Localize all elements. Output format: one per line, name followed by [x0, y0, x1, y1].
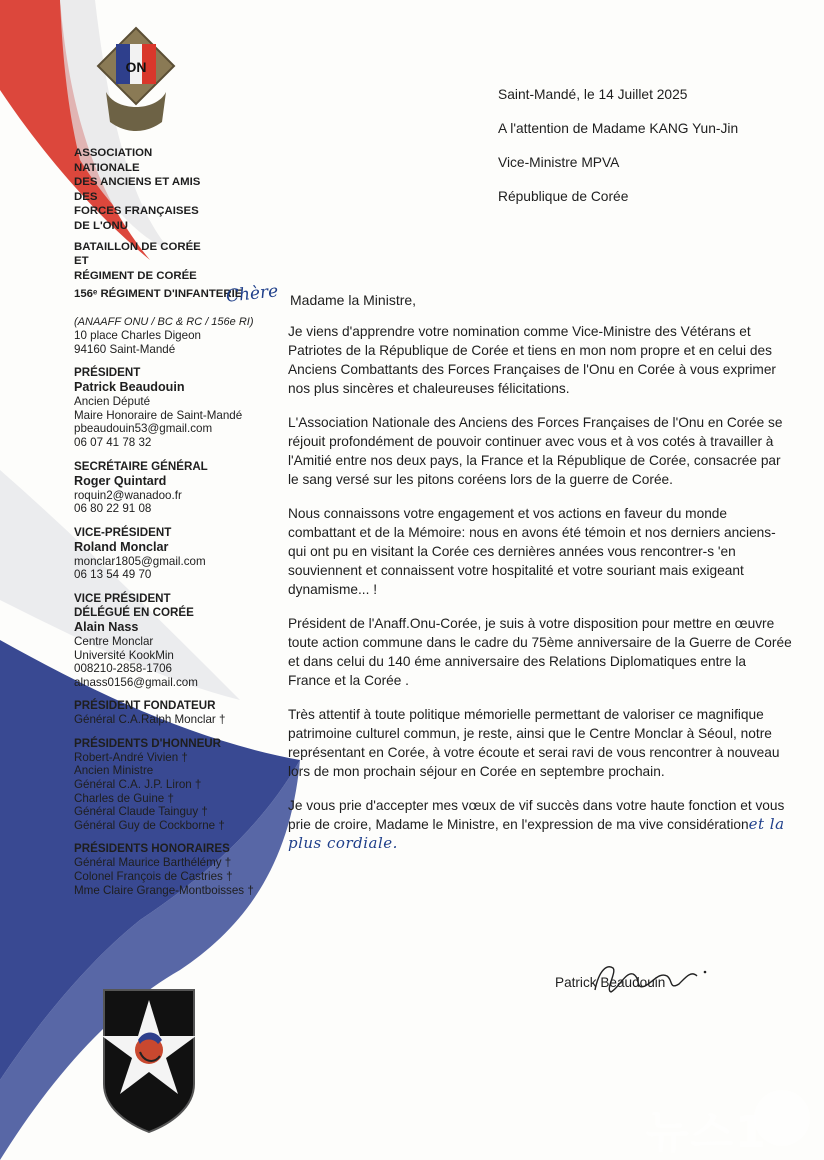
role-entry [74, 592, 294, 689]
battalion-line: RÉGIMENT DE CORÉE [74, 269, 197, 282]
org-line: NATIONALE [74, 161, 140, 174]
role-detail: Général Maurice Barthélémy † [74, 856, 232, 870]
role-detail: Colonel François de Castries † [74, 870, 233, 884]
indian-head-star-insignia-icon [100, 986, 198, 1134]
battalion-name [74, 240, 294, 284]
organization-name [74, 146, 294, 234]
watermark-text: 뉴스1 [646, 1107, 768, 1158]
role-entry [74, 526, 294, 582]
paragraph: Je viens d'apprendre votre nomination comme Vice-Ministre des Vétérans et Patriotes de la République de Corée et tiens en mon nom propre et en celui des Anciens Combattants des Forces Françaises de l'Onu en Corée à vous exprimer nos plus sincères et chaleureuses félicitations. [288, 324, 776, 396]
role-detail: Charles de Guine † [74, 791, 174, 805]
paragraph: Nous connaissons votre engagement et vos actions en faveur du monde combattant et de la Mémoire: nous en avons été témoin et nos derniers anciens-qui ont pu en visitant la Corée ces dernières années vous rencontrer-s 'en souviennent et connaissent votre hospitalité et votre souriant mais exigeant dynamisme... ! [288, 506, 776, 597]
role-title: PRÉSIDENTS D'HONNEUR [74, 736, 222, 750]
handwritten-salutation: Chère [225, 281, 280, 307]
role-title: VICE-PRÉSIDENT [74, 525, 172, 539]
org-line: DE L'ONU [74, 219, 128, 232]
role-detail: Général C.A.Ralph Monclar † [74, 713, 226, 727]
role-title: SECRÉTAIRE GÉNÉRAL [74, 459, 208, 473]
role-detail: Ancien Député [74, 395, 151, 409]
role-entry [74, 460, 294, 516]
place-date: Saint-Mandé, le 14 Juillet 2025 [498, 87, 688, 102]
org-line: ASSOCIATION [74, 147, 153, 159]
role-entry [74, 737, 294, 833]
address-line: 94160 Saint-Mandé [74, 342, 176, 356]
role-person-name: Alain Nass [74, 619, 139, 634]
org-line: DES ANCIENS ET AMIS [74, 176, 201, 189]
role-title: DÉLÉGUÉ EN CORÉE [74, 605, 194, 619]
battalion-line: BATAILLON DE CORÉE [74, 240, 201, 253]
crest-icon [86, 22, 186, 142]
role-detail: Robert-André Vivien † [74, 750, 188, 764]
role-entry [74, 699, 294, 727]
role-detail: Université KookMin [74, 648, 174, 662]
closing-text: Je vous prie d'accepter mes vœux de vif succès dans votre haute fonction et vous prie de croire, Madame le Ministre, en l'expression de ma vive considération [288, 798, 785, 832]
crest-letters: ON [125, 59, 147, 75]
role-detail: Général C.A. J.P. Liron † [74, 778, 202, 792]
role-detail: Centre Monclar [74, 634, 154, 648]
roles-list [74, 366, 294, 897]
battalion-line: ET [74, 255, 89, 268]
role-detail: pbeaudouin53@gmail.com [74, 422, 213, 436]
role-detail: 06 07 41 78 32 [74, 435, 152, 449]
role-detail: Général Guy de Cockborne † [74, 818, 225, 832]
role-detail: roquin2@wanadoo.fr [74, 488, 182, 502]
role-person-name: Roland Monclar [74, 539, 169, 554]
role-detail: alnass0156@gmail.com [74, 675, 198, 689]
recipient: A l'attention de Madame KANG Yun-Jin [498, 121, 739, 136]
role-detail: Général Claude Tainguy † [74, 805, 208, 819]
paragraph: Très attentif à toute politique mémorielle permettant de valoriser ce magnifique patrimoine culturel commun, je reste, ainsi que le Centre Monclar à Séoul, notre représentant en Corée, à votre écoute et serai ravi de vous rencontrer à nouveau lors de mon prochain séjour en Corée en septembre prochain. [288, 707, 780, 779]
role-title: VICE PRÉSIDENT [74, 591, 171, 605]
letterhead-sidebar [74, 146, 294, 897]
role-detail: Mme Claire Grange-Montboisses † [74, 883, 254, 897]
role-title: PRÉSIDENT FONDATEUR [74, 699, 216, 713]
paragraph: L'Association Nationale des Anciens des Forces Françaises de l'Onu en Corée se réjouit profondément de pouvoir continuer avec vous et à vos cotés à travailler à l'Amitié entre nos deux pays, la France et la République de Corée, consacrée par le sang versé sur les pitons coréens lors de la guerre de Corée. [288, 415, 783, 487]
address-line: 10 place Charles Digeon [74, 329, 201, 343]
role-entry [74, 842, 294, 897]
recipient-title: Vice-Ministre MPVA [498, 155, 620, 170]
signer-name: Patrick Beaudouin [555, 975, 666, 990]
role-detail: 06 80 22 91 08 [74, 502, 152, 516]
role-person-name: Roger Quintard [74, 473, 167, 488]
letter-header [498, 86, 738, 222]
role-detail: Ancien Ministre [74, 764, 154, 778]
news1-watermark-icon [646, 1086, 816, 1158]
role-entry [74, 366, 294, 449]
role-detail: 008210-2858-1706 [74, 662, 172, 676]
role-detail: monclar1805@gmail.com [74, 554, 206, 568]
signature-block [555, 960, 735, 1000]
letter-body [288, 322, 792, 868]
salutation: Madame la Ministre, [290, 292, 417, 308]
role-title: PRÉSIDENT [74, 366, 141, 380]
association-abbreviation: (ANAAFF ONU / BC & RC / 156e RI) [74, 315, 254, 328]
address [74, 329, 294, 356]
recipient-country: République de Corée [498, 189, 629, 204]
role-detail: Maire Honoraire de Saint-Mandé [74, 408, 243, 422]
closing-paragraph [288, 796, 792, 853]
role-person-name: Patrick Beaudouin [74, 380, 185, 395]
role-detail: 06 13 54 49 70 [74, 568, 152, 582]
org-line: FORCES FRANÇAISES [74, 205, 199, 218]
org-line: DES [74, 190, 98, 203]
regiment-name: 156ᵉ RÉGIMENT D'INFANTERIE [74, 288, 243, 301]
paragraph: Président de l'Anaff.Onu-Corée, je suis à votre disposition pour mettre en œuvre toute action commune dans le cadre du 75ème anniversaire de la Guerre de Corée et dans celui du 140 éme anniversaire des Relations Diplomatiques entre la France et la Corée . [288, 616, 792, 688]
handwritten-closing: et la plus cordiale. [288, 815, 785, 852]
role-title: PRÉSIDENTS HONORAIRES [74, 842, 230, 856]
